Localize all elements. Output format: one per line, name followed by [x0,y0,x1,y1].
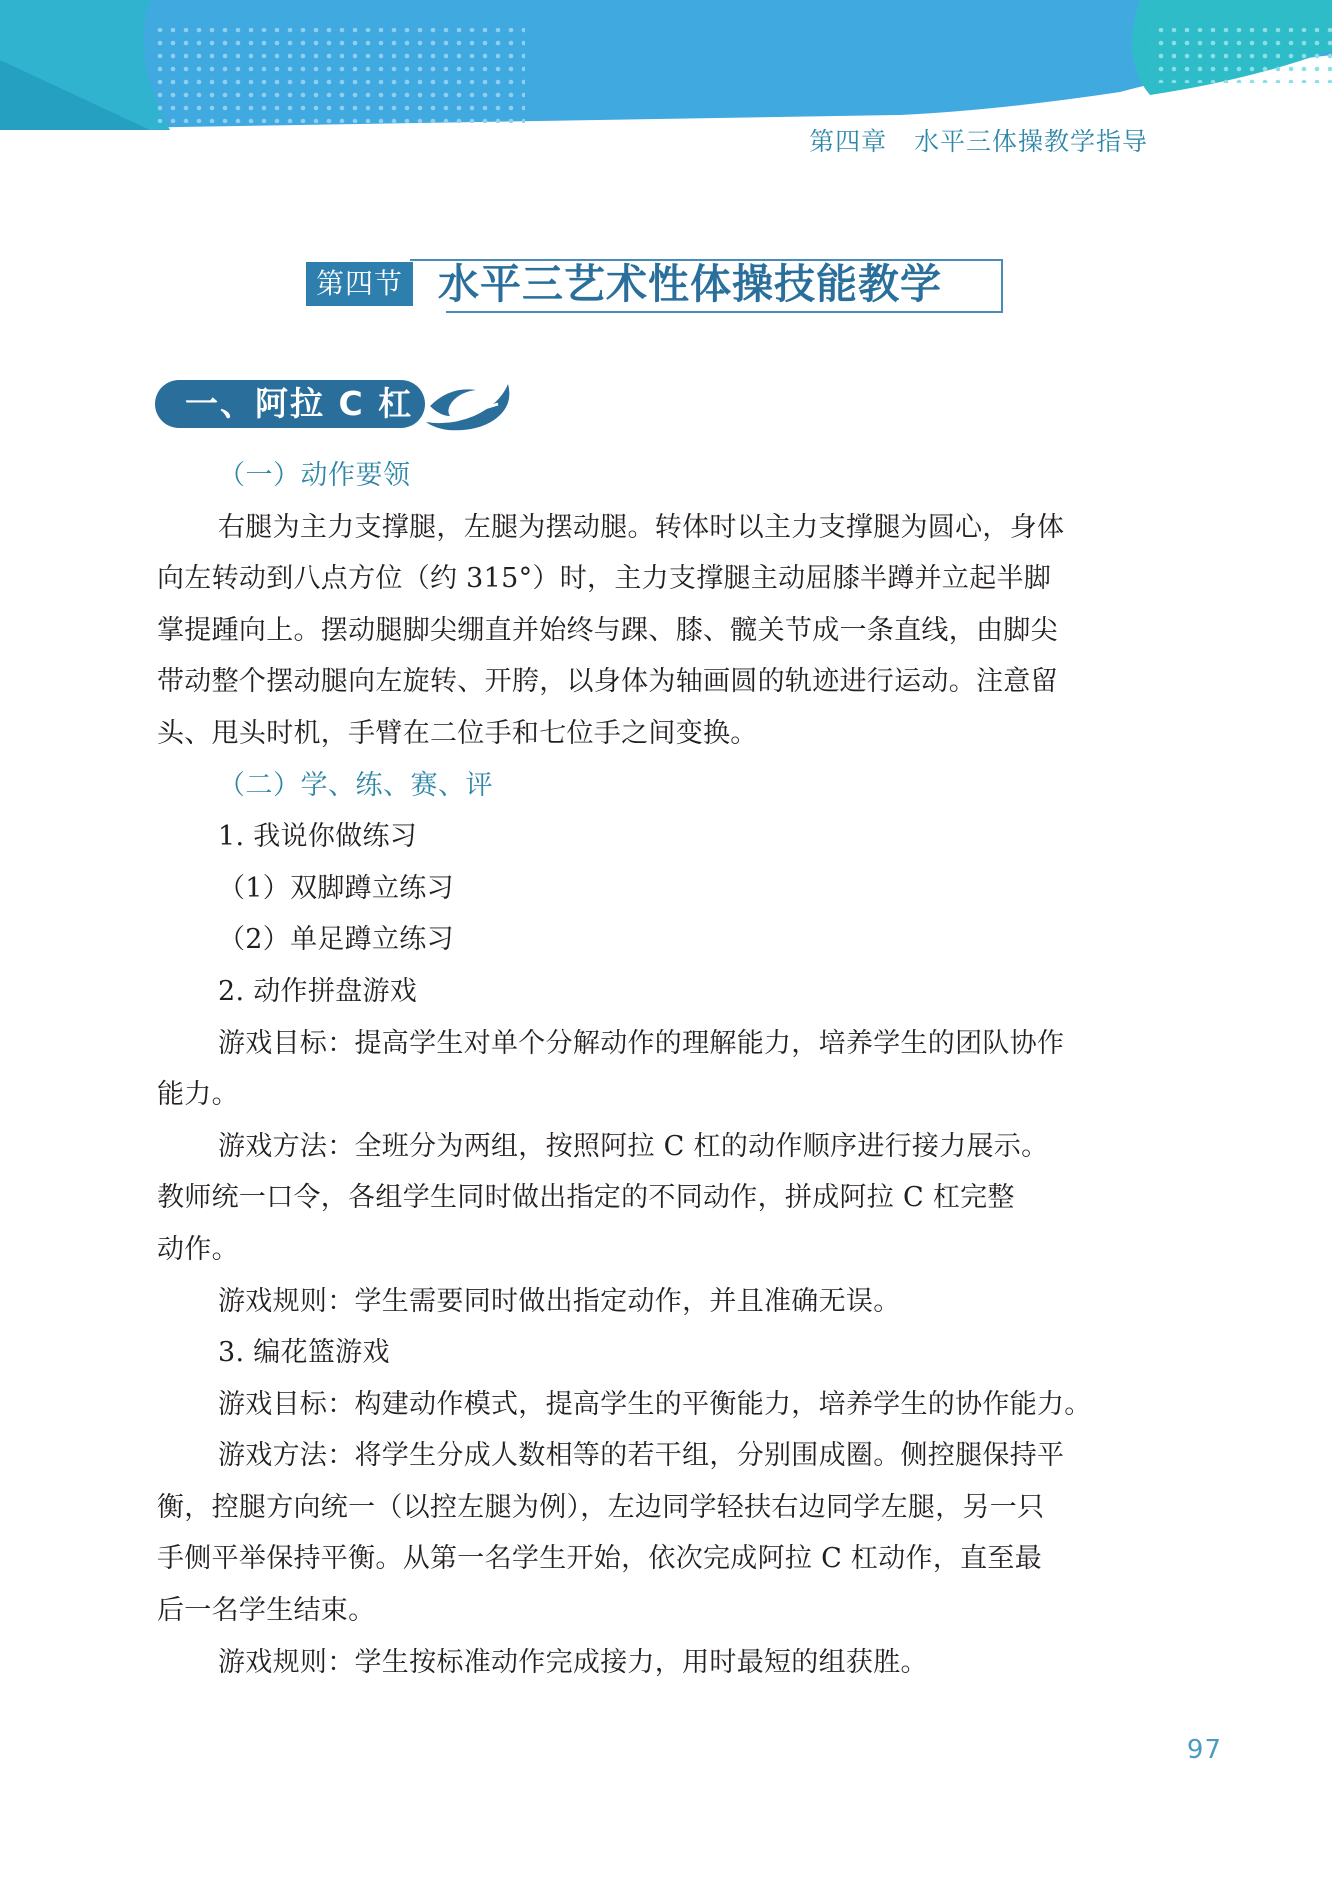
section-badge: 第四节 [306,262,413,306]
paragraph-line: 游戏方法：将学生分成人数相等的若干组，分别围成圈。侧控腿保持平 [218,1440,1065,1472]
part-heading [155,380,525,430]
paragraph-line: 后一名学生结束。 [157,1595,376,1627]
paragraph-line: 能力。 [157,1079,239,1111]
list-item: 1. 我说你做练习 [218,821,418,853]
list-item: 3. 编花篮游戏 [218,1337,390,1369]
wave-icon [420,376,520,432]
paragraph-line: 衡，控腿方向统一（以控左腿为例），左边同学轻扶右边同学左腿，另一只 [157,1491,1045,1523]
paragraph-line: 向左转动到八点方位（约 315°）时，主力支撑腿主动屈膝半蹲并立起半脚 [157,563,1052,595]
paragraph-line: 右腿为主力支撑腿，左腿为摆动腿。转体时以主力支撑腿为圆心，身体 [218,511,1065,543]
paragraph-line: 带动整个摆动腿向左旋转、开胯，以身体为轴画圆的轨迹进行运动。注意留 [157,666,1058,698]
section-title-block [306,254,1006,318]
paragraph-line: 头、甩头时机，手臂在二位手和七位手之间变换。 [157,717,758,749]
header-banner [0,0,1332,130]
page-number: 97 [1186,1735,1222,1765]
paragraph-line: 手侧平举保持平衡。从第一名学生开始，依次完成阿拉 C 杠动作，直至最 [157,1543,1043,1575]
section-title: 水平三艺术性体操技能教学 [438,260,942,308]
paragraph-line: 动作。 [157,1233,239,1265]
list-item: （2）单足蹲立练习 [218,924,454,956]
list-item: 2. 动作拼盘游戏 [218,975,418,1007]
list-item: （1）双脚蹲立练习 [218,872,454,904]
paragraph-line: 游戏规则：学生按标准动作完成接力，用时最短的组获胜。 [218,1646,928,1678]
paragraph-line: 游戏规则：学生需要同时做出指定动作，并且准确无误。 [218,1285,901,1317]
part-heading-label: 一、阿拉 C 杠 [185,384,414,423]
paragraph-line: 游戏方法：全班分为两组，按照阿拉 C 杠的动作顺序进行接力展示。 [218,1130,1049,1162]
body-content [157,450,1150,1688]
paragraph-line: 掌提踵向上。摆动腿脚尖绷直并始终与踝、膝、髋关节成一条直线，由脚尖 [157,614,1058,646]
paragraph-line: 游戏目标：构建动作模式，提高学生的平衡能力，培养学生的协作能力。 [218,1388,1092,1420]
subheading-action-essentials: （一）动作要领 [218,460,411,491]
paragraph-line: 教师统一口令，各组学生同时做出指定的不同动作，拼成阿拉 C 杠完整 [157,1182,1015,1214]
paragraph-line: 游戏目标：提高学生对单个分解动作的理解能力，培养学生的团队协作 [218,1027,1065,1059]
subheading-learn-practice: （二）学、练、赛、评 [218,769,493,801]
chapter-header: 第四章 水平三体操教学指导 [809,127,1148,156]
